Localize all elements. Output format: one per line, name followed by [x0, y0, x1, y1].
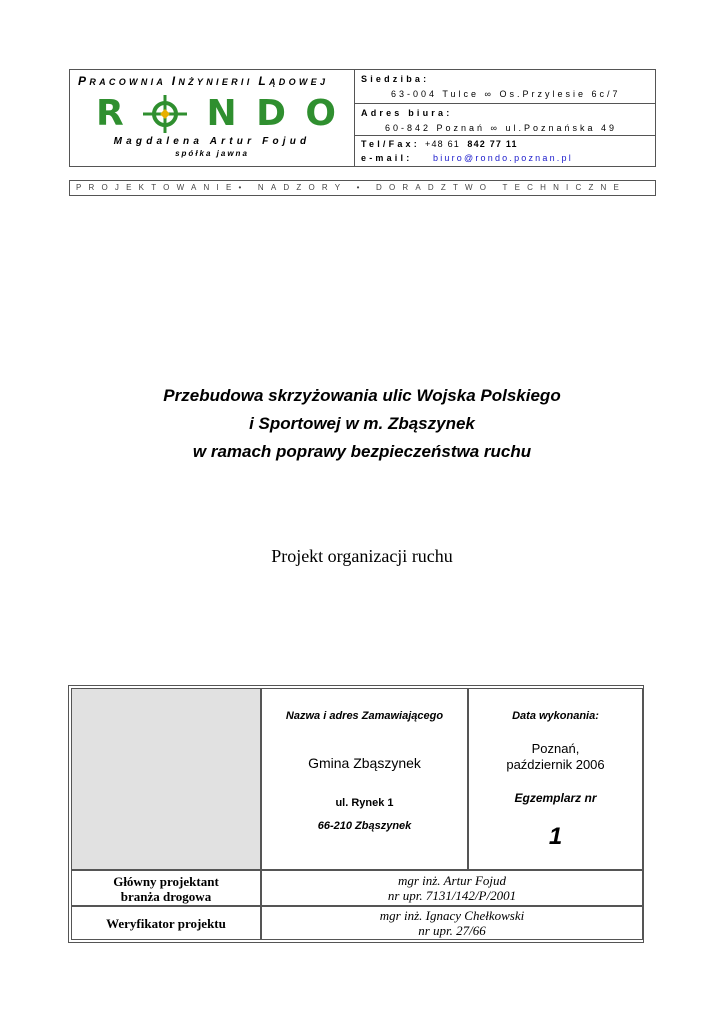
- seat-label: Siedziba:: [361, 74, 430, 84]
- verifier-value: [262, 908, 642, 938]
- copy-label: Egzemplarz nr: [514, 791, 597, 805]
- crosshair-icon: [143, 95, 187, 133]
- main-designer-license: nr upr. 7131/142/P/2001: [387, 888, 517, 903]
- contact-row: [355, 136, 655, 166]
- title-line: i Sportowej w m. Zbąszynek: [249, 414, 475, 433]
- logo-letter: N: [206, 93, 237, 134]
- date-header: Data wykonania:: [512, 710, 599, 722]
- date-city: Poznań,: [531, 741, 580, 756]
- contact-block: [355, 70, 655, 166]
- date-value: październik 2006: [506, 757, 605, 772]
- office-label: Adres biura:: [361, 108, 453, 118]
- verifier-license: nr upr. 27/66: [418, 923, 486, 938]
- client-cell: [261, 688, 468, 870]
- document-subtitle: Projekt organizacji ruchu: [271, 546, 453, 566]
- firm-name-initial: P: [78, 74, 90, 88]
- verifier-label: Weryfikator projektu: [106, 916, 226, 931]
- email-link[interactable]: biuro@rondo.poznan.pl: [433, 153, 573, 163]
- firm-name-part: NŻYNIERII: [178, 77, 259, 87]
- date-cell: [468, 688, 643, 870]
- firm-name-initial: I: [171, 74, 179, 88]
- email-label: e-mail:: [361, 153, 413, 163]
- letterhead: [69, 69, 656, 167]
- main-designer-label-cell: [71, 870, 261, 906]
- rondo-logo: [96, 95, 336, 133]
- copy-number: 1: [548, 823, 563, 850]
- main-designer-value-cell: [261, 870, 643, 906]
- seat-address: 63-004 Tulce ∞ Os.Przylesie 6c/7: [391, 89, 621, 99]
- title-line: Przebudowa skrzyżowania ulic Wojska Polskiego: [163, 386, 561, 405]
- client-header: Nazwa i adres Zamawiającego: [285, 710, 444, 722]
- company-type: spółka jawna: [175, 149, 249, 158]
- client-name: Gmina Zbąszynek: [308, 755, 421, 771]
- owner-name: Magdalena Artur Fojud: [113, 136, 311, 147]
- firm-name: [78, 74, 328, 88]
- main-designer-value: [262, 873, 642, 903]
- date-place: [469, 741, 642, 773]
- firm-block: [70, 70, 355, 166]
- office-address: 60-842 Poznań ∞ ul.Poznańska 49: [385, 123, 618, 133]
- logo-letter: D: [256, 93, 286, 134]
- info-table: [68, 685, 644, 943]
- main-designer-label-line: Główny projektant: [113, 874, 219, 889]
- main-designer-name: mgr inż. Artur Fojud: [397, 873, 507, 888]
- tel-value: [425, 139, 518, 149]
- firm-name-initial: L: [258, 74, 269, 88]
- tel-prefix: +48 61: [425, 139, 460, 149]
- services-bar: PROJEKTOWANIE• NADZORY • DORADZTWO TECHNICZNE: [69, 180, 656, 196]
- client-city: 66-210 Zbąszynek: [317, 820, 412, 832]
- logo-letter: R: [96, 93, 124, 134]
- office-row: [355, 104, 655, 136]
- main-designer-label-line: branża drogowa: [120, 889, 212, 904]
- seat-row: [355, 70, 655, 104]
- title-line: w ramach poprawy bezpieczeństwa ruchu: [192, 442, 532, 461]
- tel-number: 842 77 11: [467, 139, 518, 149]
- verifier-label-cell: [71, 906, 261, 940]
- logo-letter: O: [305, 93, 336, 134]
- project-title: [0, 382, 724, 466]
- client-street: ul. Rynek 1: [335, 797, 394, 809]
- stamp-placeholder: [71, 688, 261, 870]
- firm-name-part: RACOWNIA: [89, 77, 172, 87]
- verifier-value-cell: [261, 906, 643, 940]
- firm-name-part: ĄDOWEJ: [268, 77, 329, 87]
- verifier-name: mgr inż. Ignacy Chełkowski: [379, 908, 525, 923]
- tel-label: Tel/Fax:: [361, 139, 420, 149]
- main-designer-label: [72, 874, 260, 904]
